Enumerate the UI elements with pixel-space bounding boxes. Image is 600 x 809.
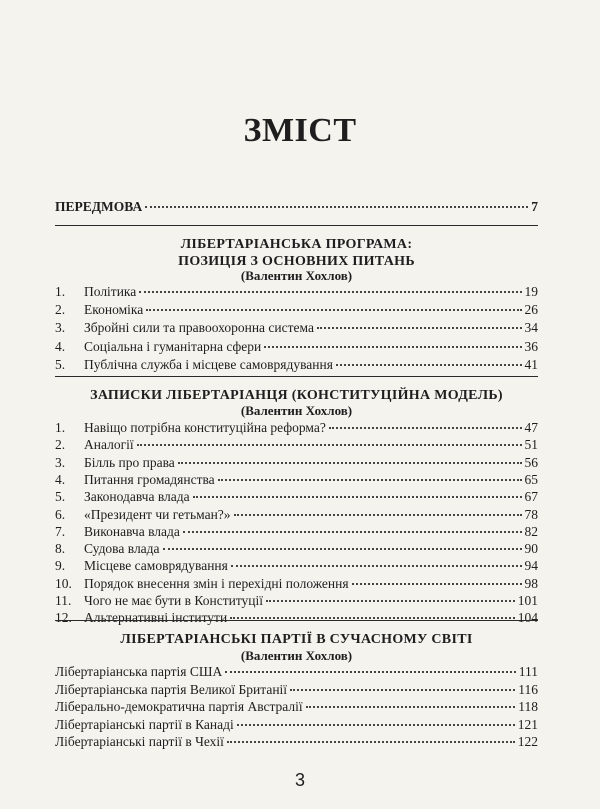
dot-leader [317,327,522,329]
toc-entry-page: 34 [524,320,538,336]
section-author: (Валентин Хохлов) [240,268,353,283]
toc-entry[interactable] [55,302,538,319]
toc-entry-label: «Президент чи гетьман?» [84,506,231,522]
dot-leader [234,514,522,516]
toc-entry-page: 98 [524,575,538,591]
toc-entry-label: Економіка [84,302,144,318]
toc-entry-page: 65 [524,471,538,487]
toc-entry-page: 26 [524,302,538,318]
section-heading-line: ПОЗИЦІЯ З ОСНОВНИХ ПИТАНЬ [178,254,415,269]
toc-entry[interactable] [55,576,538,593]
toc-entry[interactable] [55,664,538,681]
toc-entry[interactable] [55,507,538,524]
toc-entry-label: Лібертаріанська партія Великої Британії [55,681,288,697]
toc-entry-number: 4. [55,338,66,354]
toc-entry-label: Соціальна і гуманітарна сфери [84,338,262,354]
toc-entry-page: 67 [524,489,538,505]
toc-entry-number: 5. [55,356,66,372]
toc-entry[interactable] [55,558,538,575]
dot-leader [264,346,521,348]
section-heading-line: ЗАПИСКИ ЛІБЕРТАРІАНЦЯ (КОНСТИТУЦІЙНА МОДЕЛЬ) [90,388,503,403]
section-author: (Валентин Хохлов) [240,403,353,418]
toc-entry[interactable] [55,524,538,541]
toc-entry-page: 116 [518,681,538,697]
toc-entry-label: Політика [84,284,137,299]
toc-entry[interactable] [55,420,538,437]
toc-entry[interactable] [55,593,538,610]
dot-leader [146,309,521,311]
section-heading [55,236,538,270]
toc-entry-label: Чого не має бути в Конституції [84,593,264,608]
toc-entry-label: Судова влада [84,541,160,557]
page-title: ЗМІСТ [243,112,357,149]
toc-entry[interactable] [55,437,538,454]
dot-leader [336,364,522,366]
toc-entry[interactable] [55,455,538,472]
dot-leader [352,583,522,585]
toc-entry[interactable] [55,717,538,734]
toc-entry[interactable] [55,472,538,489]
dot-leader [218,479,522,481]
toc-entry-page: 122 [517,734,538,750]
toc-entry-number: 2. [55,437,66,453]
toc-entry-number: 9. [55,558,66,574]
toc-entry-label: Лібертаріанська партія США [55,664,223,679]
toc-entry-label: Місцеве самоврядування [84,558,228,574]
section-author: (Валентин Хохлов) [240,648,353,663]
toc-entry[interactable] [55,610,538,627]
toc-entry-number: 3. [55,320,66,336]
toc-entry[interactable] [55,357,538,374]
toc-entry-number: 2. [55,302,66,318]
toc-entry[interactable] [55,339,538,356]
toc-entry[interactable] [55,699,538,716]
toc-entry-number: 8. [55,541,66,557]
dot-leader [230,617,515,619]
dot-leader [231,565,522,567]
toc-entry-number: 11. [55,593,72,608]
toc-entry[interactable] [55,541,538,558]
dot-leader [183,531,522,533]
toc-entry-number: 1. [55,420,66,435]
dot-leader [178,462,522,464]
toc-entry-page: 19 [524,284,538,299]
toc-entry-page: 56 [524,454,538,470]
toc-entry-label: Публічна служба і місцеве самоврядування [84,356,333,372]
section-divider [55,225,538,226]
dot-leader [145,206,528,208]
dot-leader [137,444,522,446]
page-number: 3 [294,770,305,790]
dot-leader [266,600,515,602]
dot-leader [139,291,521,293]
dot-leader [329,427,522,429]
dot-leader [163,548,522,550]
toc-entry-page: 41 [524,356,538,372]
toc-entry-label: Навіщо потрібна конституційна реформа? [84,420,326,435]
dot-leader [237,724,515,726]
toc-entry-number: 1. [55,284,66,299]
toc-entry-label: Питання громадянства [84,471,215,487]
section-heading-line: ЛІБЕРТАРІАНСЬКА ПРОГРАМА: [180,237,413,252]
toc-entry[interactable] [55,489,538,506]
toc-entry-page: 82 [524,523,538,539]
toc-entry-label: Законодавча влада [84,489,190,505]
toc-entry-page: 121 [517,716,538,732]
dot-leader [306,706,516,708]
toc-entry-label: Лібертаріанські партії в Канаді [55,716,234,732]
toc-entry[interactable] [55,682,538,699]
toc-entry-label: Порядок внесення змін і перехідні положення [84,575,349,591]
dot-leader [193,496,522,498]
section-divider [55,376,538,377]
toc-entry-page: 111 [518,664,538,679]
toc-entry-page: 7 [531,199,538,214]
section-heading [55,387,538,404]
toc-entry-label: Альтернативні інститути [84,610,228,626]
toc-entry[interactable] [55,734,538,751]
toc-entry-preface[interactable] [55,199,538,216]
toc-entry-number: 4. [55,471,66,487]
toc-entry-number: 6. [55,506,66,522]
dot-leader [290,689,515,691]
toc-entry-page: 78 [524,506,538,522]
toc-entry-number: 3. [55,454,66,470]
toc-entry[interactable] [55,284,538,301]
toc-entry-page: 118 [518,699,538,715]
toc-entry-page: 94 [524,558,538,574]
section-heading-line: ЛІБЕРТАРІАНСЬКІ ПАРТІЇ В СУЧАСНОМУ СВІТІ [120,632,473,647]
toc-entry[interactable] [55,320,538,337]
toc-entry-label: Лібертаріанські партії в Чехії [55,734,224,750]
section-heading [55,631,538,648]
toc-entry-number: 12. [55,610,72,626]
toc-entry-label: Білль про права [84,454,175,470]
toc-entry-page: 104 [517,610,538,626]
toc-entry-page: 47 [524,420,538,435]
toc-entry-label: Аналогії [84,437,134,453]
dot-leader [225,671,516,673]
toc-entry-page: 36 [524,338,538,354]
toc-entry-number: 5. [55,489,66,505]
toc-entry-number: 10. [55,575,72,591]
toc-entry-label: ПЕРЕДМОВА [55,199,143,214]
toc-entry-page: 90 [524,541,538,557]
toc-entry-page: 51 [524,437,538,453]
toc-entry-page: 101 [517,593,538,608]
section-divider [55,620,538,621]
toc-entry-label: Виконавча влада [84,523,180,539]
toc-entry-label: Збройні сили та правоохоронна система [84,320,314,336]
dot-leader [227,741,515,743]
toc-entry-number: 7. [55,523,66,539]
toc-entry-label: Ліберально-демократична партія Австралії [55,699,303,715]
